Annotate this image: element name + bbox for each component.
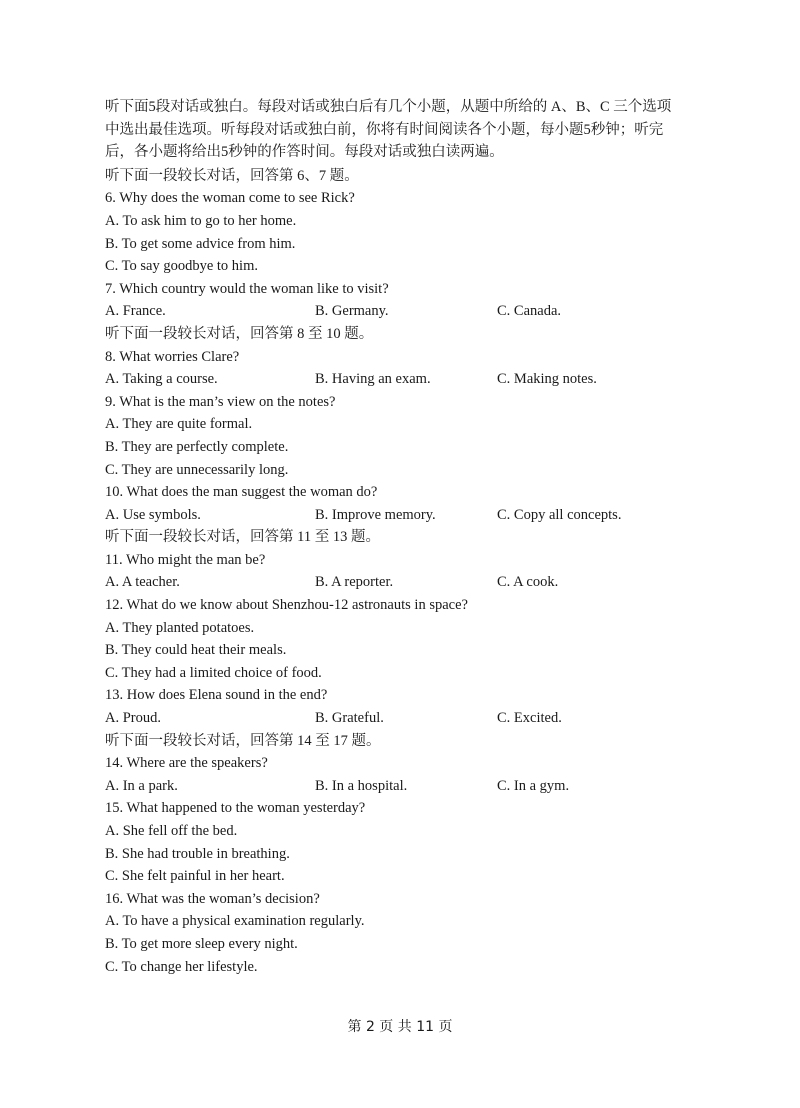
listening-section — [105, 96, 705, 978]
question-text: 16. What was the woman’s decision? — [105, 890, 320, 907]
dialogue-section — [105, 730, 705, 979]
answer-option: A. To have a physical examination regularly. — [105, 913, 365, 930]
answer-option: A. Proud. — [105, 710, 161, 727]
answer-option: C. They had a limited choice of food. — [105, 664, 322, 681]
answer-option: C. Copy all concepts. — [497, 506, 622, 523]
answer-option: B. Having an exam. — [315, 371, 431, 388]
answer-option: A. Taking a course. — [105, 371, 218, 388]
options-row — [105, 707, 705, 730]
question-text: 11. Who might the man be? — [105, 551, 266, 568]
answer-option: C. Canada. — [497, 303, 562, 320]
answer-option: B. Germany. — [315, 303, 389, 320]
answer-option: C. A cook. — [497, 574, 559, 591]
question-text: 15. What happened to the woman yesterday? — [105, 800, 366, 817]
question-text: 13. How does Elena sound in the end? — [105, 687, 328, 704]
page-number: 第 2 页 共 11 页 — [347, 1019, 453, 1035]
answer-option: C. They are unnecessarily long. — [105, 461, 289, 478]
question — [105, 346, 705, 391]
answer-option: C. She felt painful in her heart. — [105, 868, 285, 885]
answer-option: A. To ask him to go to her home. — [105, 212, 297, 229]
question — [105, 549, 705, 594]
question — [105, 187, 705, 277]
question-text: 12. What do we know about Shenzhou-12 astronauts in space? — [105, 597, 468, 614]
instruction-line: 后，各小题将给出5秒钟的作答时间。每段对话或独白读两遍。 — [105, 144, 504, 161]
question — [105, 594, 705, 684]
dialogue-section — [105, 323, 705, 526]
question-text: 9. What is the man’s view on the notes? — [105, 393, 336, 410]
answer-option: B. They are perfectly complete. — [105, 438, 289, 455]
answer-option: B. In a hospital. — [315, 777, 408, 794]
question-text: 7. Which country would the woman like to visit? — [105, 280, 389, 297]
instruction-line: 中选出最佳选项。听每段对话或独白前，你将有时间阅读各个小题，每小题5秒钟；听完 — [105, 121, 664, 138]
answer-option: A. She fell off the bed. — [105, 823, 238, 839]
answer-option: C. Making notes. — [497, 371, 597, 388]
answer-option: B. She had trouble in breathing. — [105, 845, 290, 862]
answer-option: B. To get more sleep every night. — [105, 935, 298, 952]
question — [105, 391, 705, 481]
answer-option: A. They planted potatoes. — [105, 619, 255, 636]
question — [105, 752, 705, 797]
question-text: 6. Why does the woman come to see Rick? — [105, 190, 355, 207]
instruction-line: 听下面5段对话或独白。每段对话或独白后有几个小题，从题中所给的 A、B、C 三个选项 — [105, 99, 672, 115]
options-row — [105, 504, 705, 527]
question — [105, 888, 705, 978]
answer-option: B. A reporter. — [315, 574, 394, 591]
options-row — [105, 300, 705, 323]
section-header: 听下面一段较长对话，回答第 8 至 10 题。 — [105, 325, 374, 342]
section-header: 听下面一段较长对话，回答第 11 至 13 题。 — [105, 529, 380, 546]
answer-option: C. Excited. — [497, 710, 562, 727]
answer-option: C. In a gym. — [497, 777, 570, 794]
dialogue-section — [105, 165, 705, 323]
options-row — [105, 571, 705, 594]
options-row — [105, 775, 705, 798]
question-text: 10. What does the man suggest the woman do? — [105, 484, 378, 501]
question-text: 8. What worries Clare? — [105, 348, 240, 365]
question — [105, 797, 705, 887]
answer-option: A. In a park. — [105, 777, 178, 794]
section-header: 听下面一段较长对话，回答第 14 至 17 题。 — [105, 732, 381, 749]
answer-option: B. They could heat their meals. — [105, 642, 287, 659]
question — [105, 481, 705, 526]
options-row — [105, 368, 705, 391]
question-text: 14. Where are the speakers? — [105, 755, 268, 772]
question-sections — [105, 165, 705, 978]
section-header: 听下面一段较长对话，回答第 6、7 题。 — [105, 167, 359, 184]
answer-option: C. To change her lifestyle. — [105, 958, 258, 975]
answer-option: A. They are quite formal. — [105, 416, 253, 433]
answer-option: A. A teacher. — [105, 574, 180, 591]
answer-option: A. France. — [105, 303, 166, 320]
answer-option: C. To say goodbye to him. — [105, 258, 258, 275]
answer-option: B. Improve memory. — [315, 506, 436, 523]
question — [105, 684, 705, 729]
answer-option: B. To get some advice from him. — [105, 235, 296, 252]
question — [105, 278, 705, 323]
answer-option: A. Use symbols. — [105, 506, 201, 523]
dialogue-section — [105, 526, 705, 729]
answer-option: B. Grateful. — [315, 710, 384, 727]
instructions — [105, 96, 705, 164]
